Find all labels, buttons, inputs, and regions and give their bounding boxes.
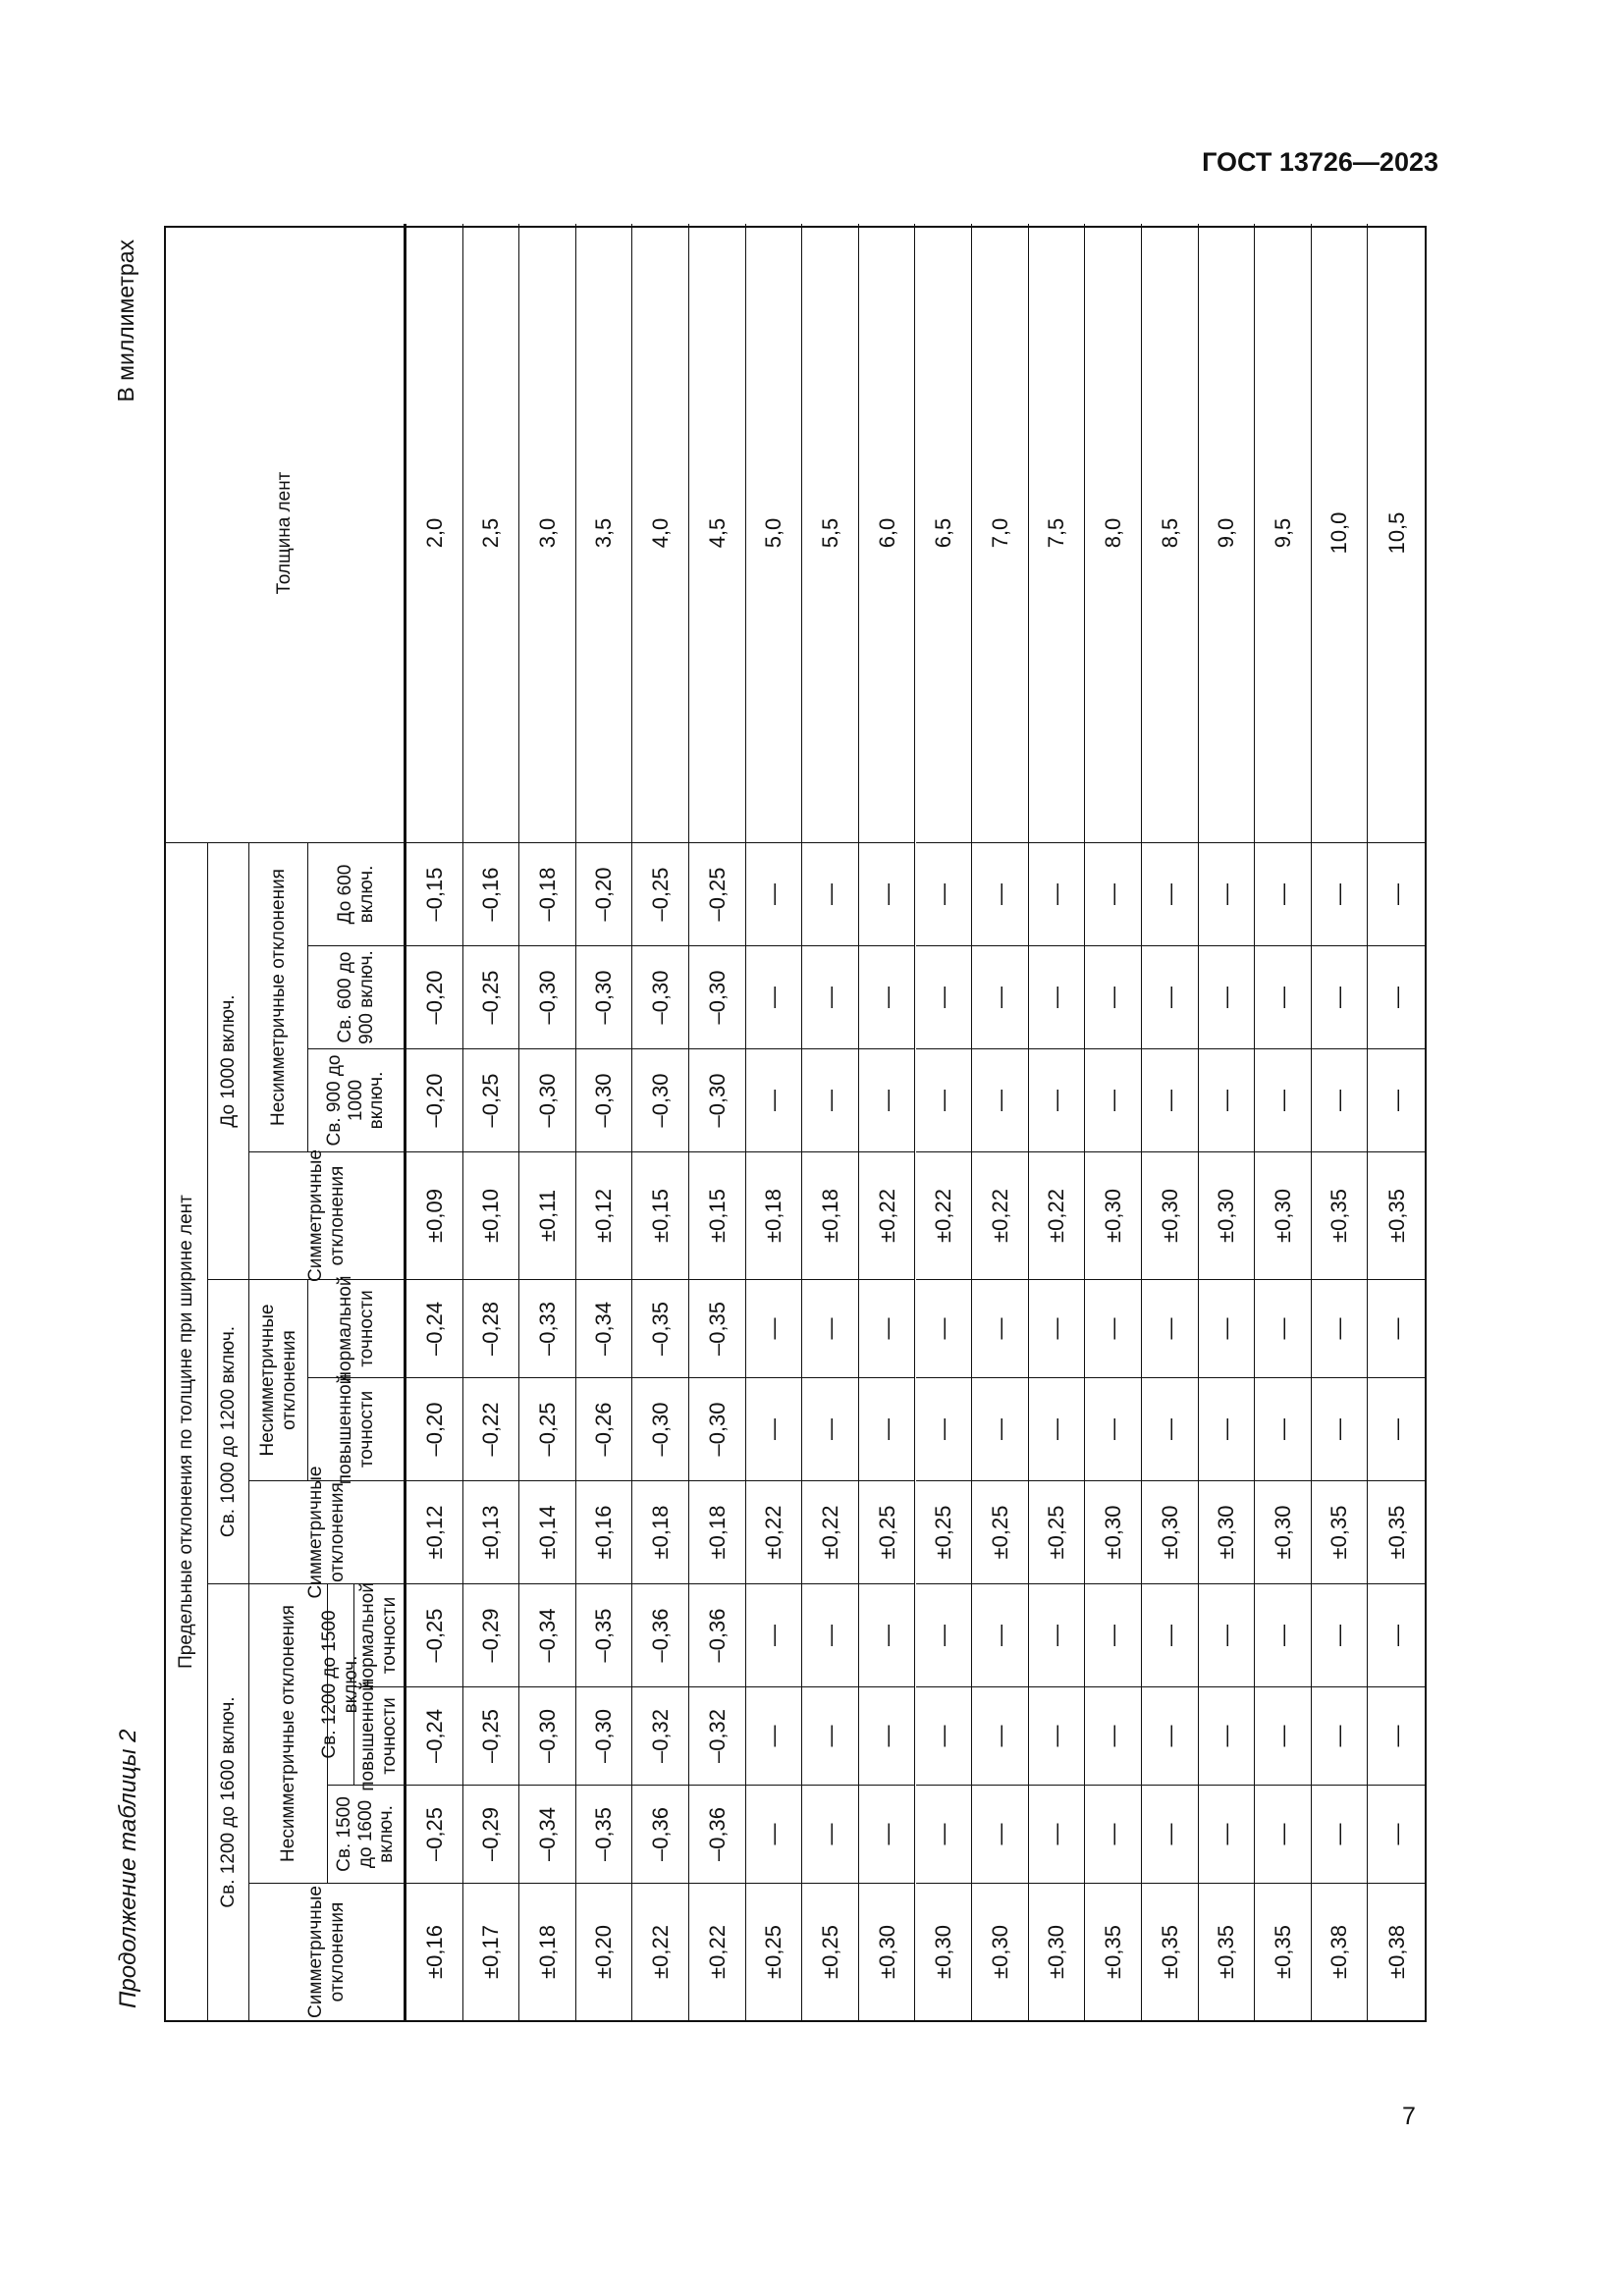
table-cell: –0,29 <box>463 1785 520 1883</box>
table-cell: — <box>916 1048 973 1151</box>
table-cell: — <box>1029 1583 1086 1686</box>
table-cell: ±0,17 <box>463 1883 520 2020</box>
table-cell: ±0,10 <box>463 1151 520 1279</box>
table-cell: –0,30 <box>519 1686 576 1785</box>
units-label: В миллиметрах <box>113 240 138 402</box>
table-cell: –0,30 <box>632 1048 689 1151</box>
table-cell: –0,36 <box>632 1785 689 1883</box>
table-cell: –0,18 <box>519 842 576 945</box>
row-thickness: 3,0 <box>519 224 576 842</box>
table-cell: ±0,30 <box>1029 1883 1086 2020</box>
table-cell: ±0,25 <box>916 1480 973 1583</box>
table-cell: ±0,25 <box>746 1883 803 2020</box>
row-thickness: 6,5 <box>916 224 973 842</box>
table-cell: — <box>1368 945 1425 1048</box>
table-cell: — <box>1199 842 1256 945</box>
row-thickness: 10,5 <box>1383 511 1409 555</box>
symmetric-header-2: Симметричные отклонения <box>249 1883 406 2020</box>
table-cell: –0,36 <box>632 1583 689 1686</box>
table-cell: — <box>1142 1686 1199 1785</box>
row-thickness: 9,0 <box>1199 224 1256 842</box>
table-cell: ±0,30 <box>859 1883 916 2020</box>
table-cell: — <box>972 1048 1029 1151</box>
table-cell: ±0,14 <box>519 1480 576 1583</box>
table-cell: — <box>1368 1686 1425 1785</box>
table-cell: — <box>746 1583 803 1686</box>
table-cell: –0,25 <box>463 945 520 1048</box>
table-cell: –0,25 <box>519 1377 576 1480</box>
table-cell: –0,34 <box>519 1583 576 1686</box>
table-cell: ±0,35 <box>1312 1151 1369 1279</box>
table-cell: — <box>802 945 859 1048</box>
table-cell: — <box>1312 842 1369 945</box>
row-thickness: 4,0 <box>632 224 689 842</box>
table-cell: ±0,18 <box>519 1883 576 2020</box>
table-cell: ±0,30 <box>1255 1480 1312 1583</box>
table-cell: — <box>972 1686 1029 1785</box>
table-cell: ±0,38 <box>1312 1883 1369 2020</box>
table-cell: –0,32 <box>632 1686 689 1785</box>
table-cell: –0,20 <box>406 1048 463 1151</box>
table-cell: — <box>859 842 916 945</box>
table-cell: — <box>1029 1686 1086 1785</box>
table-cell: — <box>1085 1048 1142 1151</box>
table-cell: — <box>859 1279 916 1377</box>
table-cell: — <box>1312 1785 1369 1883</box>
table-cell: –0,33 <box>519 1279 576 1377</box>
subcol-header-1-1: повышенной точности <box>308 1377 406 1480</box>
table-cell: ±0,11 <box>519 1151 576 1279</box>
table-cell: –0,25 <box>463 1686 520 1785</box>
table-cell: ±0,25 <box>1029 1480 1086 1583</box>
table-cell: — <box>1255 1785 1312 1883</box>
table-cell: –0,20 <box>576 842 633 945</box>
table-cell: — <box>972 1279 1029 1377</box>
table-cell: — <box>1199 1048 1256 1151</box>
table-cell: — <box>916 1686 973 1785</box>
table-cell: ±0,15 <box>632 1151 689 1279</box>
thickness-header: Толщина лент <box>166 224 406 842</box>
row-thickness: 6,0 <box>859 224 916 842</box>
table-cell: –0,29 <box>463 1583 520 1686</box>
table-cell: –0,24 <box>406 1686 463 1785</box>
table-cell: — <box>1368 1279 1425 1377</box>
table-cell: — <box>1029 1279 1086 1377</box>
table-cell: –0,30 <box>632 1377 689 1480</box>
table-cell: ±0,22 <box>916 1151 973 1279</box>
table-cell: ±0,18 <box>632 1480 689 1583</box>
table-cell: — <box>1199 1279 1256 1377</box>
table-cell: — <box>1199 945 1256 1048</box>
asymmetric-header-0: Несимметричные отклонения <box>249 842 308 1151</box>
table-cell: –0,34 <box>576 1279 633 1377</box>
row-thickness: 10,0 <box>1312 224 1369 842</box>
table-cell: ±0,09 <box>406 1151 463 1279</box>
table-cell: — <box>746 1686 803 1785</box>
table-cell: — <box>1142 1583 1199 1686</box>
subcol-header-0-2: Св. 900 до 1000 включ. <box>308 1048 406 1151</box>
subcol-header-0-1: Св. 600 до 900 включ. <box>308 945 406 1048</box>
table-cell: — <box>1142 1279 1199 1377</box>
table-cell: ±0,22 <box>859 1151 916 1279</box>
table-cell: — <box>1199 1583 1256 1686</box>
table-cell: ±0,35 <box>1368 1480 1425 1583</box>
table-cell: ±0,30 <box>1085 1480 1142 1583</box>
table-cell: — <box>1312 1377 1369 1480</box>
table-cell: ±0,25 <box>972 1480 1029 1583</box>
table-cell: –0,36 <box>689 1785 746 1883</box>
table-cell: –0,30 <box>576 1686 633 1785</box>
table-cell: — <box>1312 945 1369 1048</box>
row-thickness: 8,0 <box>1085 224 1142 842</box>
group-header-0: До 1000 включ. <box>208 842 249 1279</box>
table-cell: –0,25 <box>406 1785 463 1883</box>
table-cell: ±0,16 <box>576 1480 633 1583</box>
table-cell: — <box>859 1785 916 1883</box>
table-cell: ±0,18 <box>802 1151 859 1279</box>
table-cell: –0,34 <box>519 1785 576 1883</box>
table-cell: ±0,25 <box>859 1480 916 1583</box>
subgroup-header-2: Св. 1200 до 1500 включ. <box>328 1583 354 1785</box>
table-cell: — <box>1085 1583 1142 1686</box>
table-cell: — <box>1085 1785 1142 1883</box>
table-cell: –0,30 <box>632 945 689 1048</box>
table-cell: –0,30 <box>689 1377 746 1480</box>
table-cell: — <box>1368 1785 1425 1883</box>
table-cell: — <box>1029 945 1086 1048</box>
table-cell: — <box>1368 1583 1425 1686</box>
table-cell: — <box>859 1048 916 1151</box>
table-cell: — <box>1255 945 1312 1048</box>
table-cell: — <box>1085 945 1142 1048</box>
row-thickness: 5,0 <box>746 224 803 842</box>
row-thickness: 2,0 <box>406 224 463 842</box>
table-cell: — <box>1142 842 1199 945</box>
table-cell: — <box>916 945 973 1048</box>
table-cell: ±0,25 <box>802 1883 859 2020</box>
table-cell: — <box>1312 1279 1369 1377</box>
table-cell: ±0,38 <box>1368 1883 1425 2020</box>
table-cell: ±0,35 <box>1199 1883 1256 2020</box>
table-cell: ±0,16 <box>406 1883 463 2020</box>
table-cell: ±0,22 <box>689 1883 746 2020</box>
table-cell: — <box>746 1279 803 1377</box>
table-cell: — <box>802 1048 859 1151</box>
table-cell: — <box>1142 1785 1199 1883</box>
group-header-1: Св. 1000 до 1200 включ. <box>208 1279 249 1583</box>
table-cell: –0,35 <box>689 1279 746 1377</box>
asymmetric-header-1: Несимметричные отклонения <box>249 1279 308 1480</box>
table-cell: — <box>916 842 973 945</box>
table-cell: ±0,35 <box>1255 1883 1312 2020</box>
table-cell: — <box>972 1785 1029 1883</box>
table-cell: — <box>802 1583 859 1686</box>
row-thickness: 9,5 <box>1255 224 1312 842</box>
table-cell: ±0,35 <box>1142 1883 1199 2020</box>
table-header-top: Предельные отклонения по толщине при ширине лент <box>166 842 208 2020</box>
subcol-header-2-0: нормальной точности <box>354 1583 406 1686</box>
asymmetric-header-2: Несимметричные отклонения <box>249 1583 328 1883</box>
table-cell: ±0,18 <box>746 1151 803 1279</box>
table-cell: ±0,13 <box>463 1480 520 1583</box>
table-cell: — <box>746 842 803 945</box>
table-cell: — <box>1029 1048 1086 1151</box>
table-cell: –0,24 <box>406 1279 463 1377</box>
document-code: ГОСТ 13726—2023 <box>1202 147 1438 177</box>
table-cell: –0,36 <box>689 1583 746 1686</box>
table-cell: — <box>1255 1279 1312 1377</box>
row-thickness: 7,5 <box>1029 224 1086 842</box>
table-cell: — <box>1255 1048 1312 1151</box>
table-cell: — <box>1142 1048 1199 1151</box>
row-thickness: 4,5 <box>689 224 746 842</box>
table-cell: ±0,35 <box>1085 1883 1142 2020</box>
symmetric-header-0: Симметричные отклонения <box>249 1151 406 1279</box>
table-cell: –0,25 <box>463 1048 520 1151</box>
table-cell: — <box>1085 842 1142 945</box>
symmetric-header-1: Симметричные отклонения <box>249 1480 406 1583</box>
subcol-header-1-0: нормальной точности <box>308 1279 406 1377</box>
table-cell: — <box>916 1377 973 1480</box>
table-cell: — <box>972 1583 1029 1686</box>
table-cell: — <box>1199 1686 1256 1785</box>
table-cell: — <box>746 1785 803 1883</box>
table-cell: — <box>802 1279 859 1377</box>
table-cell: ±0,22 <box>1029 1151 1086 1279</box>
table-cell: — <box>1255 1686 1312 1785</box>
table-cell: –0,35 <box>576 1785 633 1883</box>
table-cell: ±0,30 <box>916 1883 973 2020</box>
table-cell: — <box>859 1377 916 1480</box>
table-cell: — <box>1199 1785 1256 1883</box>
table-cell: ±0,12 <box>406 1480 463 1583</box>
table-cell: ±0,22 <box>802 1480 859 1583</box>
table-cell: — <box>746 945 803 1048</box>
table-cell: — <box>746 1048 803 1151</box>
table-cell: — <box>802 842 859 945</box>
row-thickness: 8,5 <box>1142 224 1199 842</box>
table-cell: — <box>1368 1048 1425 1151</box>
table-cell: — <box>1085 1377 1142 1480</box>
table-cell: — <box>972 945 1029 1048</box>
table-cell: — <box>1142 1377 1199 1480</box>
table-cell: — <box>802 1377 859 1480</box>
table-cell: –0,28 <box>463 1279 520 1377</box>
table-cell: ±0,12 <box>576 1151 633 1279</box>
table-cell: ±0,30 <box>1085 1151 1142 1279</box>
table-cell: ±0,30 <box>1142 1151 1199 1279</box>
table-cell: ±0,35 <box>1312 1480 1369 1583</box>
table-cell: –0,20 <box>406 1377 463 1480</box>
table-cell: — <box>916 1785 973 1883</box>
table-cell: — <box>1255 842 1312 945</box>
table-cell: — <box>916 1279 973 1377</box>
table-cell: ±0,22 <box>972 1151 1029 1279</box>
table-cell: –0,25 <box>632 842 689 945</box>
table-cell: — <box>859 1583 916 1686</box>
table-cell: — <box>916 1583 973 1686</box>
subcol-header-0-0: До 600 включ. <box>308 842 406 945</box>
table-cell: — <box>1312 1048 1369 1151</box>
table-cell: ±0,30 <box>972 1883 1029 2020</box>
table-cell: –0,30 <box>576 1048 633 1151</box>
table-cell: –0,35 <box>576 1583 633 1686</box>
group-header-2: Св. 1200 до 1600 включ. <box>208 1583 249 2020</box>
row-thickness: 3,5 <box>576 224 633 842</box>
table-cell: –0,35 <box>632 1279 689 1377</box>
table-cell: — <box>1029 1785 1086 1883</box>
table-cell: –0,25 <box>689 842 746 945</box>
table-cell: — <box>1029 1377 1086 1480</box>
table-cell: — <box>1312 1583 1369 1686</box>
row-thickness: 7,0 <box>972 224 1029 842</box>
table-cell: ±0,18 <box>689 1480 746 1583</box>
row-thickness: 2,5 <box>463 224 520 842</box>
table-cell: ±0,30 <box>1255 1151 1312 1279</box>
table-cell: — <box>972 1377 1029 1480</box>
table-cell: — <box>746 1377 803 1480</box>
table-caption: Продолжение таблицы 2 <box>115 1729 141 2008</box>
table-cell: — <box>1029 842 1086 945</box>
table-cell: — <box>1085 1686 1142 1785</box>
page-number: 7 <box>1402 2103 1416 2130</box>
table-cell: –0,22 <box>463 1377 520 1480</box>
table-cell: — <box>1085 1279 1142 1377</box>
table-cell: ±0,22 <box>632 1883 689 2020</box>
table-cell: — <box>1368 1377 1425 1480</box>
table-cell: ±0,35 <box>1368 1151 1425 1279</box>
table-cell: — <box>802 1785 859 1883</box>
table-cell: –0,16 <box>463 842 520 945</box>
tolerance-table <box>164 226 1427 2022</box>
table-cell: –0,20 <box>406 945 463 1048</box>
table-cell: — <box>802 1686 859 1785</box>
table-cell: ±0,30 <box>1199 1151 1256 1279</box>
table-cell: –0,26 <box>576 1377 633 1480</box>
table-cell: — <box>1312 1686 1369 1785</box>
table-cell: — <box>859 945 916 1048</box>
table-cell: — <box>1199 1377 1256 1480</box>
table-cell: — <box>859 1686 916 1785</box>
table-cell: –0,30 <box>519 1048 576 1151</box>
table-cell: ±0,22 <box>746 1480 803 1583</box>
table-cell: ±0,30 <box>1199 1480 1256 1583</box>
subcol-header-2-1: повышенной точности <box>354 1686 406 1785</box>
table-cell: –0,32 <box>689 1686 746 1785</box>
table-cell: –0,30 <box>519 945 576 1048</box>
table-cell: –0,15 <box>406 842 463 945</box>
subcol-header-2-2: Св. 1500 до 1600 включ. <box>328 1785 406 1883</box>
table-cell: — <box>1142 945 1199 1048</box>
table-cell: — <box>1368 842 1425 945</box>
row-thickness: 5,5 <box>802 224 859 842</box>
table-cell: — <box>1255 1377 1312 1480</box>
table-cell: –0,30 <box>689 945 746 1048</box>
rotated-table-area <box>113 226 1438 2022</box>
table-cell: ±0,30 <box>1142 1480 1199 1583</box>
table-cell: — <box>1255 1583 1312 1686</box>
table-cell: ±0,20 <box>576 1883 633 2020</box>
table-cell: –0,25 <box>406 1583 463 1686</box>
table-cell: –0,30 <box>689 1048 746 1151</box>
table-cell: ±0,15 <box>689 1151 746 1279</box>
table-cell: — <box>972 842 1029 945</box>
table-cell: –0,30 <box>576 945 633 1048</box>
